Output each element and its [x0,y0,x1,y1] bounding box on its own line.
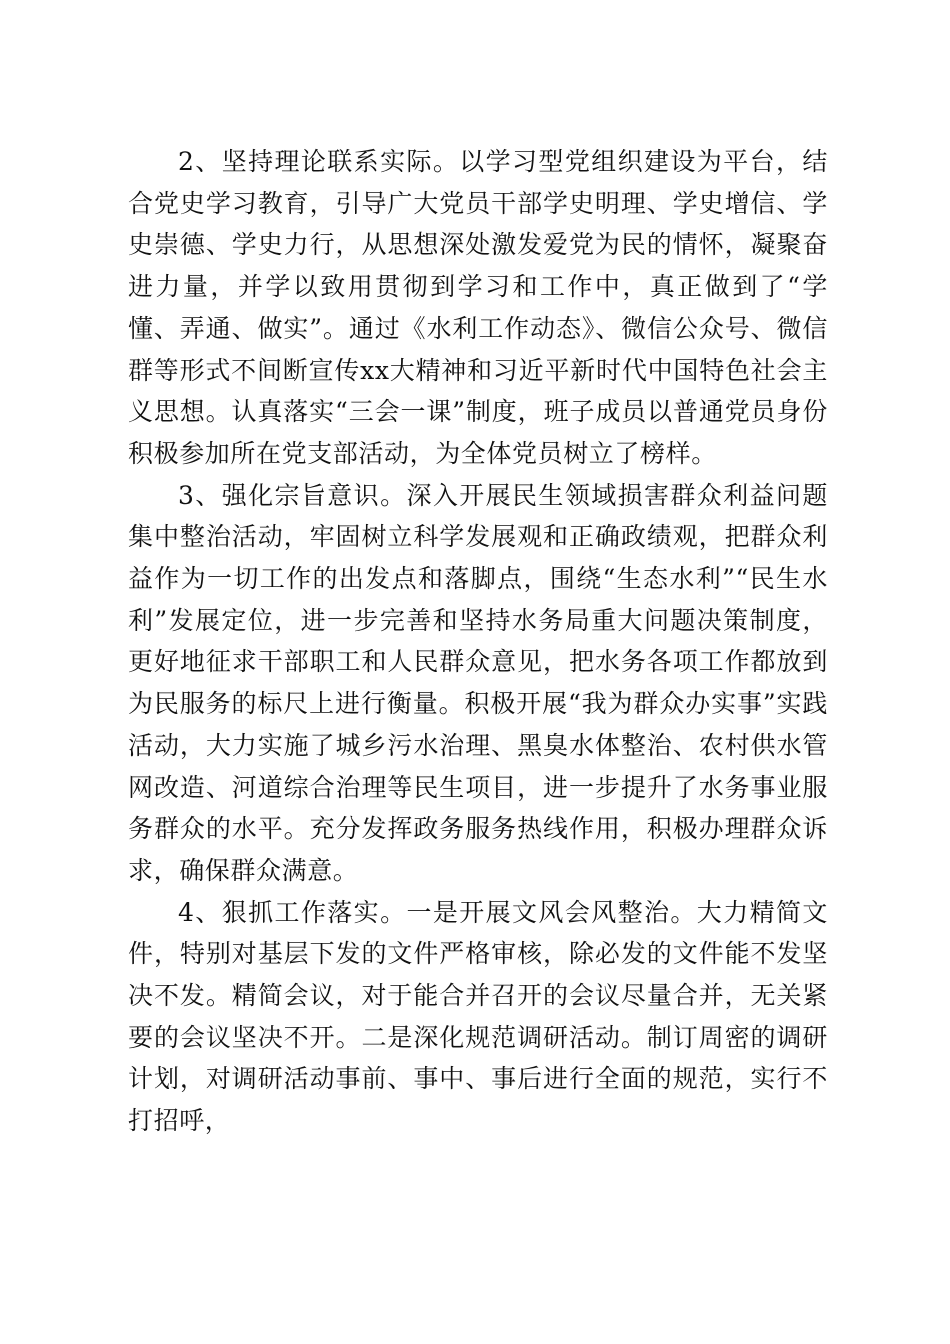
paragraph-4-work-implementation: 4、狠抓工作落实。一是开展文风会风整治。大力精简文件，特别对基层下发的文件严格审核，除必发的文件能不发坚决不发。精简会议，对于能合并召开的会议尽量合并，无关紧要的会议坚决不开。二是深化规范调研活动。制订周密的调研计划，对调研活动事前、事中、事后进行全面的规范，实行不打招呼， [128,897,828,1136]
paragraph-2-theory-practice: 2、坚持理论联系实际。以学习型党组织建设为平台，结合党史学习教育，引导广大党员干部学史明理、学史增信、学史崇德、学史力行，从思想深处激发爱党为民的情怀，凝聚奋进力量，并学以致用贯彻到学习和工作中，真正做到了“学懂、弄通、做实”。通过《水利工作动态》、微信公众号、微信群等形式不间断宣传xx大精神和习近平新时代中国特色社会主义思想。认真落实“三会一课”制度，班子成员以普通党员身份积极参加所在党支部活动，为全体党员树立了榜样。 [128,147,828,468]
paragraph-3-purpose-awareness: 3、强化宗旨意识。深入开展民生领域损害群众利益问题集中整治活动，牢固树立科学发展观和正确政绩观，把群众利益作为一切工作的出发点和落脚点，围绕“生态水利”“民生水利”发展定位，进一步完善和坚持水务局重大问题决策制度，更好地征求干部职工和人民群众意见，把水务各项工作都放到为民服务的标尺上进行衡量。积极开展“我为群众办实事”实践活动，大力实施了城乡污水治理、黑臭水体整治、农村供水管网改造、河道综合治理等民生项目，进一步提升了水务事业服务群众的水平。充分发挥政务服务热线作用，积极办理群众诉求，确保群众满意。 [128,480,828,885]
document-body [128,141,828,1142]
